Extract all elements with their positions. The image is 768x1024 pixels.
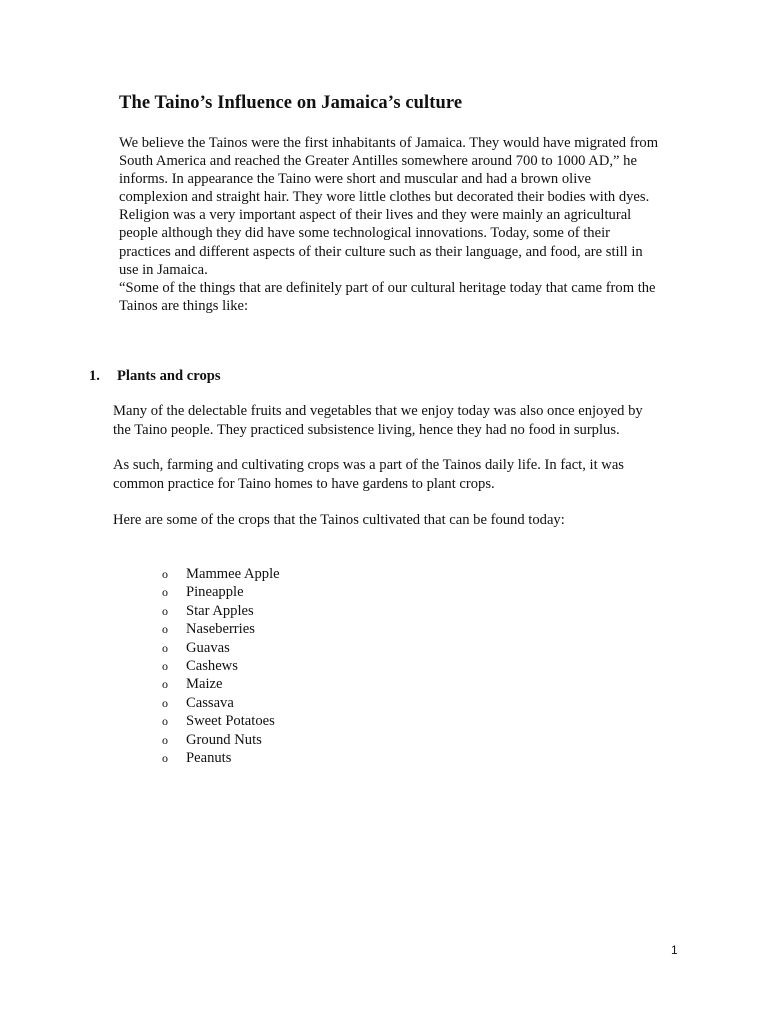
section-paragraph-2 — [113, 456, 624, 493]
list-item — [162, 657, 280, 675]
bullet-circle-icon: o — [162, 732, 168, 747]
bullet-circle-icon: o — [162, 622, 168, 637]
crop-name: Naseberries — [186, 621, 255, 638]
page-title: The Taino’s Influence on Jamaica’s culture — [119, 93, 463, 113]
crop-name: Cassava — [186, 694, 234, 711]
bullet-circle-icon: o — [162, 603, 168, 618]
list-item — [162, 675, 280, 693]
bullet-circle-icon: o — [162, 677, 168, 692]
intro-line: practices and different aspects of their culture such as their language, and food, are still in — [119, 243, 643, 260]
crop-name: Mammee Apple — [186, 566, 280, 582]
crop-name: Sweet Potatoes — [186, 713, 275, 730]
page-number: 1 — [671, 943, 678, 957]
crop-name: Star Apples — [186, 602, 254, 619]
section-heading-text: Plants and crops — [117, 368, 221, 384]
crop-name: Peanuts — [186, 749, 232, 766]
intro-line: use in Jamaica. — [119, 261, 208, 278]
intro-line: We believe the Tainos were the first inhabitants of Jamaica. They would have migrated from — [119, 135, 659, 151]
list-item — [162, 639, 280, 657]
list-item — [162, 602, 280, 620]
intro-paragraph — [119, 134, 689, 315]
intro-line: Tainos are things like: — [119, 297, 249, 314]
section-paragraph-1 — [113, 402, 643, 439]
paragraph-line: common practice for Taino homes to have gardens to plant crops. — [113, 475, 495, 492]
crop-name: Cashews — [186, 657, 238, 674]
list-item — [162, 731, 280, 749]
crop-name: Pineapple — [186, 584, 244, 601]
bullet-circle-icon: o — [162, 640, 168, 655]
list-item — [162, 583, 280, 601]
paragraph-line: As such, farming and cultivating crops was a part of the Tainos daily life. In fact, it was — [113, 457, 624, 473]
list-item — [162, 565, 280, 583]
paragraph-line: the Taino people. They practiced subsistence living, hence they had no food in surplus. — [113, 421, 620, 438]
intro-line: South America and reached the Greater Antilles somewhere around 700 to 1000 AD,” he — [119, 153, 637, 170]
crop-name: Ground Nuts — [186, 731, 262, 748]
intro-line: people although they did have some technological innovations. Today, some of their — [119, 225, 610, 242]
bullet-circle-icon: o — [162, 695, 168, 710]
paragraph-line: Many of the delectable fruits and vegetables that we enjoy today was also once enjoyed by — [113, 403, 643, 419]
crop-name: Guavas — [186, 639, 230, 656]
section-number: 1. — [89, 368, 100, 384]
list-item — [162, 694, 280, 712]
crop-name: Maize — [186, 676, 223, 693]
bullet-circle-icon: o — [162, 658, 168, 673]
bullet-circle-icon: o — [162, 750, 168, 765]
list-item — [162, 749, 280, 767]
paragraph-line: Here are some of the crops that the Tainos cultivated that can be found today: — [113, 512, 565, 528]
bullet-circle-icon: o — [162, 567, 168, 581]
intro-line: complexion and straight hair. They wore little clothes but decorated their bodies with dyes. — [119, 189, 650, 206]
list-item — [162, 620, 280, 638]
section-paragraph-3 — [113, 511, 565, 530]
intro-line: informs. In appearance the Taino were short and muscular and had a brown olive — [119, 171, 592, 188]
list-item — [162, 712, 280, 730]
section-heading — [89, 368, 221, 385]
bullet-circle-icon: o — [162, 714, 168, 729]
crop-list — [162, 565, 280, 767]
intro-line: Religion was a very important aspect of their lives and they were mainly an agricultural — [119, 207, 632, 224]
intro-line: “Some of the things that are definitely part of our cultural heritage today that came from the — [119, 279, 656, 296]
bullet-circle-icon: o — [162, 585, 168, 600]
